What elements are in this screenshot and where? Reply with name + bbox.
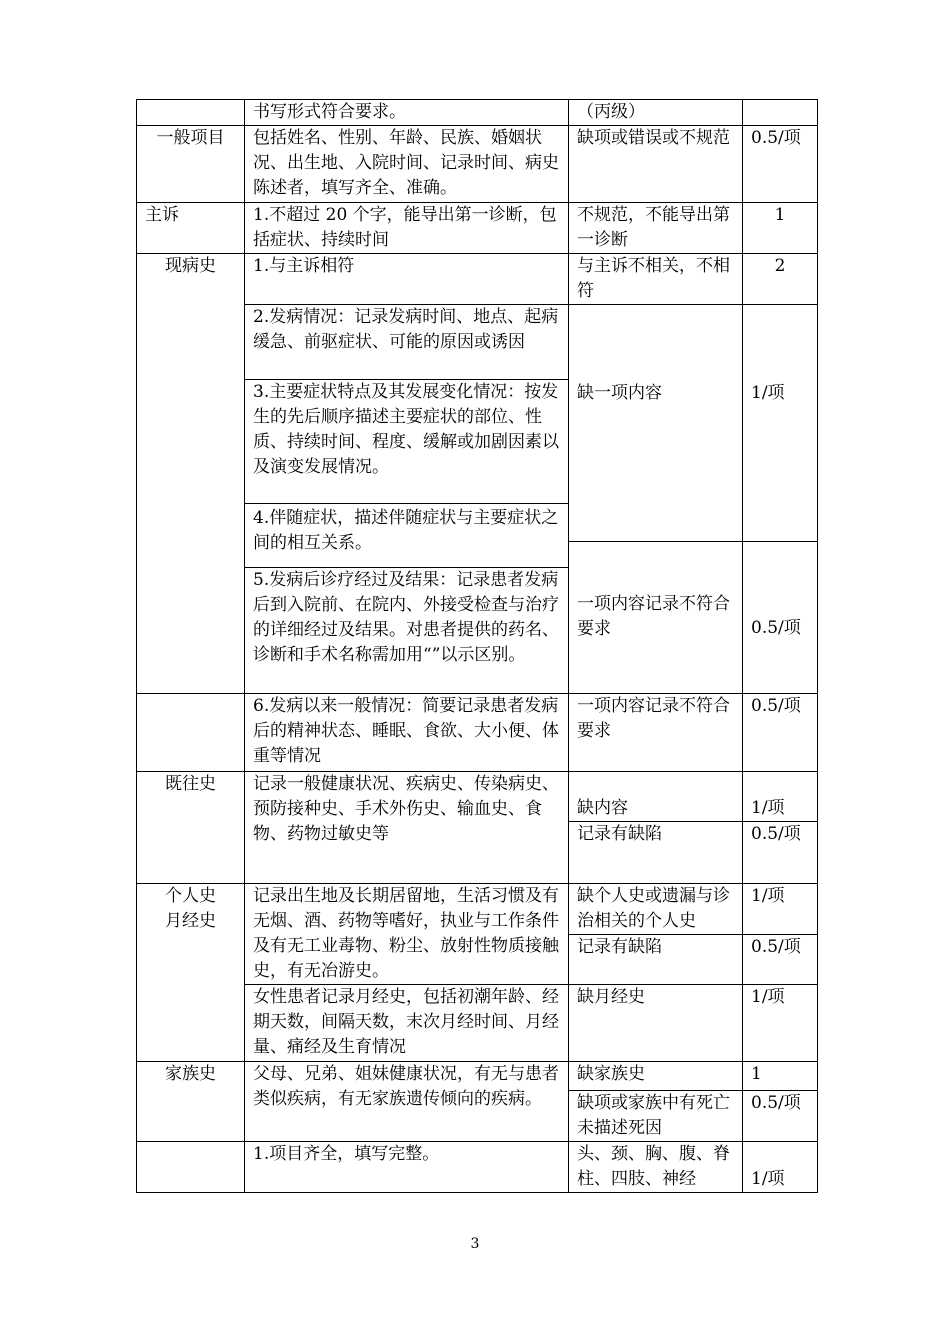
score-cell: 0.5/项 bbox=[743, 126, 818, 203]
score-cell: 1/项 bbox=[743, 1142, 818, 1193]
table-row bbox=[137, 1062, 818, 1091]
content-cell: 父母、兄弟、姐妹健康状况，有无与患者类似疾病，有无家族遗传倾向的疾病。 bbox=[245, 1062, 569, 1142]
deduct-cell: （丙级） bbox=[569, 100, 743, 126]
item-cell bbox=[137, 100, 245, 126]
deduct-cell: 缺项或错误或不规范 bbox=[569, 126, 743, 203]
table-row bbox=[137, 203, 818, 254]
item-cell: 既往史 bbox=[137, 772, 245, 884]
table-row bbox=[137, 126, 818, 203]
content-cell: 3.主要症状特点及其发展变化情况：按发生的先后顺序描述主要症状的部位、性质、持续时间、程度、缓解或加剧因素以及演变发展情况。 bbox=[245, 380, 569, 504]
score-cell: 0.5/项 bbox=[743, 1091, 818, 1142]
score-cell bbox=[743, 100, 818, 126]
score-cell: 0.5/项 bbox=[743, 542, 818, 694]
deduct-cell: 不规范，不能导出第一诊断 bbox=[569, 203, 743, 254]
deduct-cell: 一项内容记录不符合要求 bbox=[569, 694, 743, 772]
item-cell bbox=[137, 884, 245, 1062]
table-row bbox=[137, 694, 818, 772]
deduct-cell: 头、颈、胸、腹、脊柱、四肢、神经 bbox=[569, 1142, 743, 1193]
item-cell: 主诉 bbox=[137, 203, 245, 254]
deduct-cell: 与主诉不相关，不相符 bbox=[569, 254, 743, 305]
deduct-cell: 一项内容记录不符合要求 bbox=[569, 542, 743, 694]
deduct-cell: 缺家族史 bbox=[569, 1062, 743, 1091]
item-cell: 现病史 bbox=[137, 254, 245, 694]
item-label-personal: 个人史 bbox=[165, 886, 216, 906]
item-cell: 一般项目 bbox=[137, 126, 245, 203]
content-cell: 2.发病情况：记录发病时间、地点、起病缓急、前驱症状、可能的原因或诱因 bbox=[245, 305, 569, 380]
scoring-table bbox=[136, 99, 818, 1193]
page-number: 3 bbox=[470, 1236, 480, 1252]
item-label-menstrual: 月经史 bbox=[165, 911, 216, 931]
deduct-cell: 缺个人史或遗漏与诊治相关的个人史 bbox=[569, 884, 743, 935]
content-cell: 记录一般健康状况、疾病史、传染病史、预防接种史、手术外伤史、输血史、食物、药物过敏史等 bbox=[245, 772, 569, 884]
table-row bbox=[137, 254, 818, 305]
content-cell: 6.发病以来一般情况：简要记录患者发病后的精神状态、睡眠、食欲、大小便、体重等情况 bbox=[245, 694, 569, 772]
deduct-cell: 记录有缺陷 bbox=[569, 935, 743, 985]
item-cell bbox=[137, 1142, 245, 1193]
table-row bbox=[137, 884, 818, 935]
score-cell: 1 bbox=[743, 1062, 818, 1091]
content-cell: 1.与主诉相符 bbox=[245, 254, 569, 305]
score-cell: 0.5/项 bbox=[743, 822, 818, 884]
content-cell: 5.发病后诊疗经过及结果：记录患者发病后到入院前、在院内、外接受检查与治疗的详细经过及结果。对患者提供的药名、诊断和手术名称需加用“”以示区别。 bbox=[245, 568, 569, 694]
score-cell: 2 bbox=[743, 254, 818, 305]
score-cell: 1/项 bbox=[743, 884, 818, 935]
score-cell: 1 bbox=[743, 203, 818, 254]
item-cell: 家族史 bbox=[137, 1062, 245, 1142]
deduct-cell: 缺项或家族中有死亡未描述死因 bbox=[569, 1091, 743, 1142]
item-cell bbox=[137, 694, 245, 772]
score-cell: 0.5/项 bbox=[743, 694, 818, 772]
content-cell: 女性患者记录月经史，包括初潮年龄、经期天数，间隔天数，末次月经时间、月经量、痛经及生育情况 bbox=[245, 985, 569, 1062]
content-cell: 包括姓名、性别、年龄、民族、婚姻状况、出生地、入院时间、记录时间、病史陈述者，填写齐全、准确。 bbox=[245, 126, 569, 203]
content-cell: 1.不超过 20 个字，能导出第一诊断，包括症状、持续时间 bbox=[245, 203, 569, 254]
content-cell: 记录出生地及长期居留地，生活习惯及有无烟、酒、药物等嗜好，执业与工作条件及有无工业毒物、粉尘、放射性物质接触史，有无冶游史。 bbox=[245, 884, 569, 985]
score-cell: 0.5/项 bbox=[743, 935, 818, 985]
deduct-cell: 记录有缺陷 bbox=[569, 822, 743, 884]
table-row bbox=[137, 1142, 818, 1193]
table-row bbox=[137, 772, 818, 822]
content-cell: 4.伴随症状，描述伴随症状与主要症状之间的相互关系。 bbox=[245, 504, 569, 568]
content-cell: 书写形式符合要求。 bbox=[245, 100, 569, 126]
content-cell: 1.项目齐全，填写完整。 bbox=[245, 1142, 569, 1193]
deduct-cell: 缺月经史 bbox=[569, 985, 743, 1062]
deduct-cell: 缺内容 bbox=[569, 772, 743, 822]
score-cell: 1/项 bbox=[743, 772, 818, 822]
score-cell: 1/项 bbox=[743, 985, 818, 1062]
score-cell: 1/项 bbox=[743, 305, 818, 542]
table-row bbox=[137, 100, 818, 126]
deduct-cell: 缺一项内容 bbox=[569, 305, 743, 542]
